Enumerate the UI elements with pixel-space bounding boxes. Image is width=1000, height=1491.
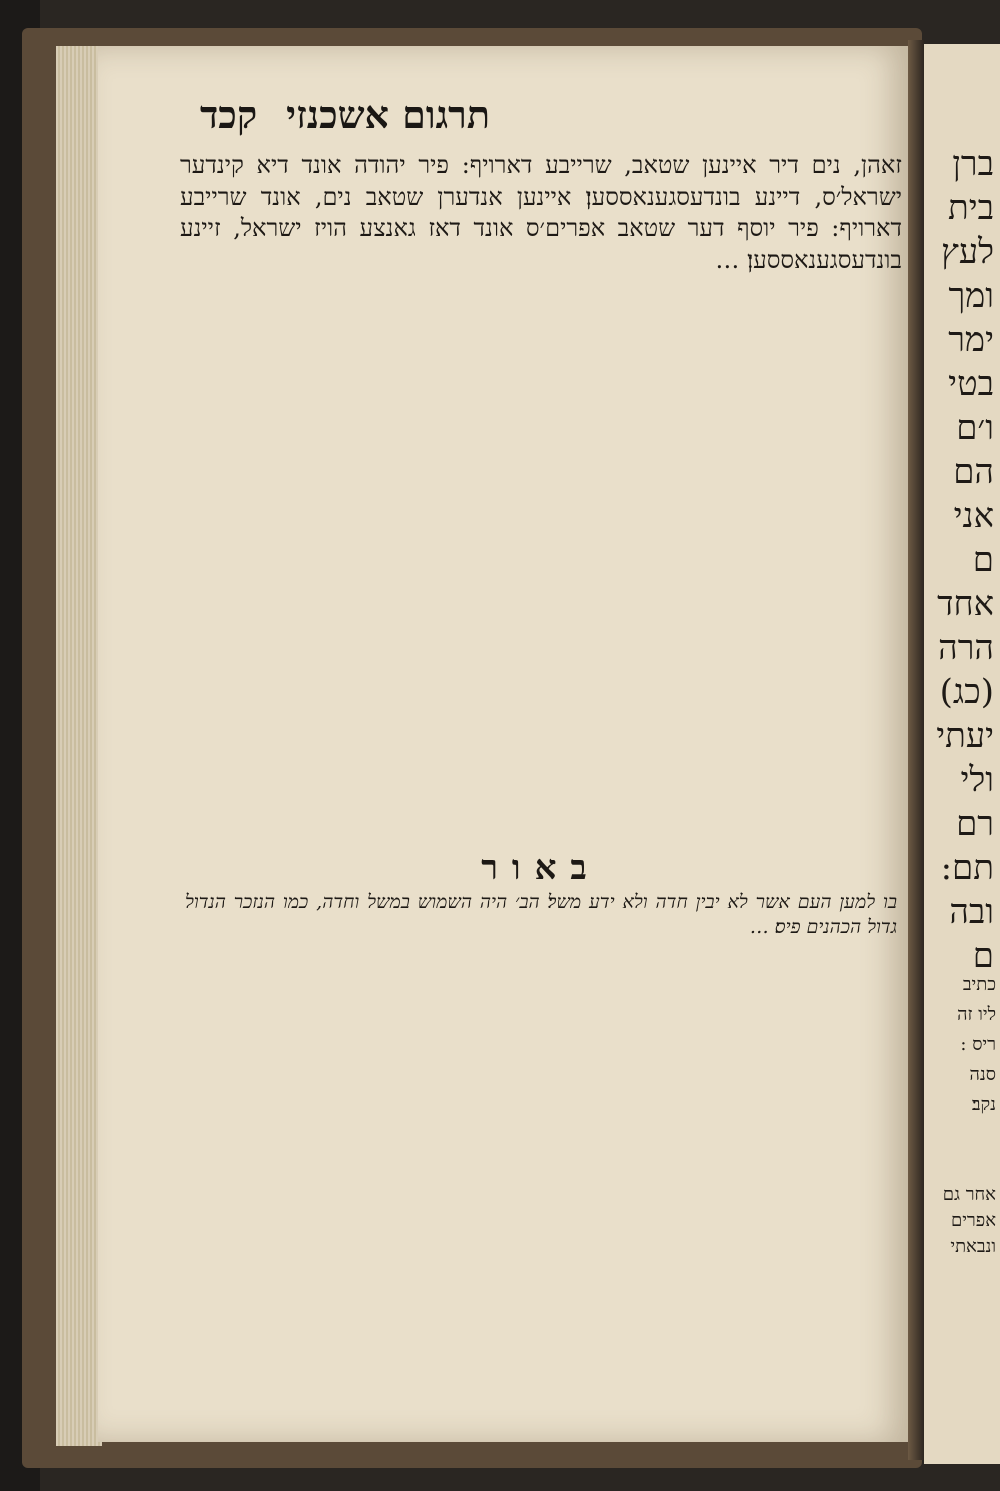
right-page-line: ולי — [960, 760, 994, 800]
right-page-line: ם — [972, 540, 994, 580]
right-page-line: ו׳ם — [956, 408, 994, 448]
main-text-excerpt: זאהן, נים דיר איינען שטאב, שרייבע דארויף: פיר יהודה אונד דיא קינדער ישראל׳ס, דיינע בונדעסגענאססען׃ איינען אנדערן שטאב נים, אונד שרייבע דארויף: פיר יוסף דער שטאב אפרים׳ס אונד דאז גאנצע הויז ישראל, זיינע בונדעסגענאססען׃ … — [180, 151, 902, 274]
right-page-line: ומך — [948, 276, 994, 316]
commentary-block — [185, 890, 897, 939]
right-page-line: הרה — [938, 628, 994, 668]
page-number: קכד — [200, 92, 258, 137]
right-page-fragment: סנה — [969, 1064, 996, 1085]
running-head-title: תרגום אשכנזי — [286, 92, 490, 137]
right-page — [924, 44, 1000, 1464]
right-page-line: אני — [953, 496, 994, 536]
right-page-line: לעץ — [941, 232, 994, 272]
right-page-line: ימר — [948, 320, 994, 360]
right-page-fragment: אפרים — [950, 1210, 996, 1231]
right-page-fragment: כתיב — [962, 974, 996, 995]
right-page-line: (כג) — [939, 672, 994, 712]
right-page-line: ובה — [949, 892, 994, 932]
right-page-line: בית — [947, 188, 994, 228]
right-page-fragment: אחר גם — [942, 1184, 996, 1205]
right-page-fragment: ריס : — [960, 1034, 996, 1055]
running-head — [200, 92, 650, 142]
gutter — [908, 40, 924, 1460]
right-page-line: בטי — [948, 364, 994, 404]
right-page-fragment: ליו זה — [957, 1004, 996, 1025]
right-page-line: יעתי — [936, 716, 994, 756]
right-page-line: אחד — [937, 584, 994, 624]
right-page-fragment: ונבאתי — [950, 1236, 996, 1257]
commentary-heading: באור — [481, 848, 601, 888]
page-edges — [56, 46, 102, 1446]
right-page-line: ם — [972, 936, 994, 976]
commentary-excerpt: בו למען העם אשר לא יבין חדה ולא ידע משל׃ הב׳ היה השמוש במשל וחדה, כמו הנזכר הנדול גדול הכהנים פיס׃ … — [185, 891, 897, 938]
right-page-line: הם — [953, 452, 994, 492]
right-page-fragment: נקב׃ — [971, 1094, 996, 1115]
right-page-line: תם: — [940, 848, 994, 888]
right-page-line: רם — [956, 804, 994, 844]
main-text-block — [180, 150, 902, 276]
right-page-line: ברן — [952, 144, 994, 184]
